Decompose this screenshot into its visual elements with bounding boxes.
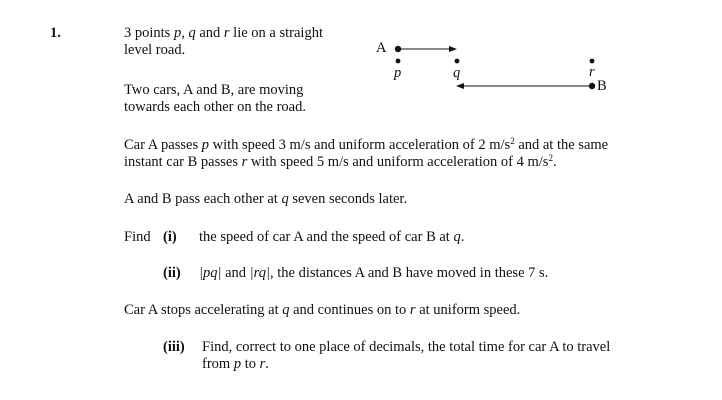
meet-pre: A and B pass each other at bbox=[124, 191, 282, 207]
part-i-pre: the speed of car A and the speed of car B at bbox=[199, 229, 454, 245]
setup-a-pre: Car A passes bbox=[124, 137, 202, 153]
part-ii-pq: |pq| bbox=[199, 265, 222, 281]
setup-line-1 bbox=[124, 137, 608, 154]
setup-b-pre: instant car B passes bbox=[124, 154, 242, 170]
part-i-text bbox=[199, 229, 464, 246]
part-i-label bbox=[163, 229, 177, 246]
stop-post: at uniform speed. bbox=[415, 302, 521, 318]
meet-point-q: q bbox=[281, 191, 289, 207]
part-i-point-q: q bbox=[453, 229, 461, 245]
point-q-dot bbox=[455, 59, 460, 64]
cars-line-1: Two cars, A and B, are moving bbox=[124, 82, 304, 98]
stop-point-r: r bbox=[409, 302, 416, 318]
car-b-label: B bbox=[597, 78, 607, 94]
road-diagram bbox=[365, 38, 615, 100]
part-iii-label-text: (iii) bbox=[163, 339, 185, 355]
part-ii-text bbox=[199, 265, 548, 282]
car-b-arrowhead bbox=[456, 83, 464, 89]
meet-line bbox=[124, 191, 407, 208]
part-i-post: . bbox=[460, 229, 465, 245]
part-ii-label bbox=[163, 265, 181, 282]
intro-line-2: level road. bbox=[124, 42, 186, 58]
setup-a-post: and at the same bbox=[514, 137, 609, 153]
part-ii-post: , the distances A and B have moved in these 7 s. bbox=[270, 265, 549, 281]
car-a-arrowhead bbox=[449, 46, 457, 52]
setup-a-point-p: p bbox=[201, 137, 209, 153]
setup-b-point-r: r bbox=[241, 154, 248, 170]
point-r-dot bbox=[590, 59, 595, 64]
part-iii-point-p: p bbox=[233, 356, 242, 372]
stop-mid: and continues on to bbox=[289, 302, 410, 318]
point-r-label: r bbox=[589, 64, 595, 80]
find-word: Find bbox=[124, 229, 151, 245]
part-iii-line-1: Find, correct to one place of decimals, the total time for car A to travel bbox=[202, 339, 611, 355]
part-ii-label-text: (ii) bbox=[163, 265, 181, 281]
road-diagram-svg bbox=[365, 38, 615, 100]
car-b-dot bbox=[589, 83, 595, 89]
stop-line bbox=[124, 302, 520, 319]
car-a-label: A bbox=[376, 40, 387, 56]
stop-pre: Car A stops accelerating at bbox=[124, 302, 283, 318]
part-i-label-text: (i) bbox=[163, 229, 177, 245]
intro-line-1 bbox=[124, 25, 323, 42]
part-iii-line-2 bbox=[202, 356, 269, 373]
part-iii-point-r: r bbox=[259, 356, 266, 372]
point-q-label: q bbox=[453, 65, 461, 81]
part-iii-mid: to bbox=[241, 356, 260, 372]
point-p-dot bbox=[396, 59, 401, 64]
setup-b-squared: 2 bbox=[548, 153, 553, 163]
setup-b-post: . bbox=[552, 154, 557, 170]
car-a-dot bbox=[395, 46, 401, 52]
setup-line-2 bbox=[124, 154, 557, 171]
part-ii-rq: |rq| bbox=[249, 265, 270, 281]
part-iii-label bbox=[163, 339, 185, 356]
setup-b-mid: with speed 5 m/s and uniform acceleration of 4 m/s bbox=[247, 154, 549, 170]
part-iii-pre: from bbox=[202, 356, 234, 372]
part-iii-post: . bbox=[265, 356, 269, 372]
setup-a-mid: with speed 3 m/s and uniform acceleration of 2 m/s bbox=[208, 137, 511, 153]
cars-line-2: towards each other on the road. bbox=[124, 99, 306, 115]
setup-a-squared: 2 bbox=[510, 136, 515, 146]
stop-point-q: q bbox=[282, 302, 290, 318]
meet-post: seven seconds later. bbox=[288, 191, 408, 207]
intro-text-1: 3 points p, q and r lie on a straight bbox=[124, 25, 323, 41]
point-p-label: p bbox=[394, 65, 402, 81]
part-ii-and: and bbox=[221, 265, 250, 281]
question-number: 1. bbox=[50, 25, 61, 41]
